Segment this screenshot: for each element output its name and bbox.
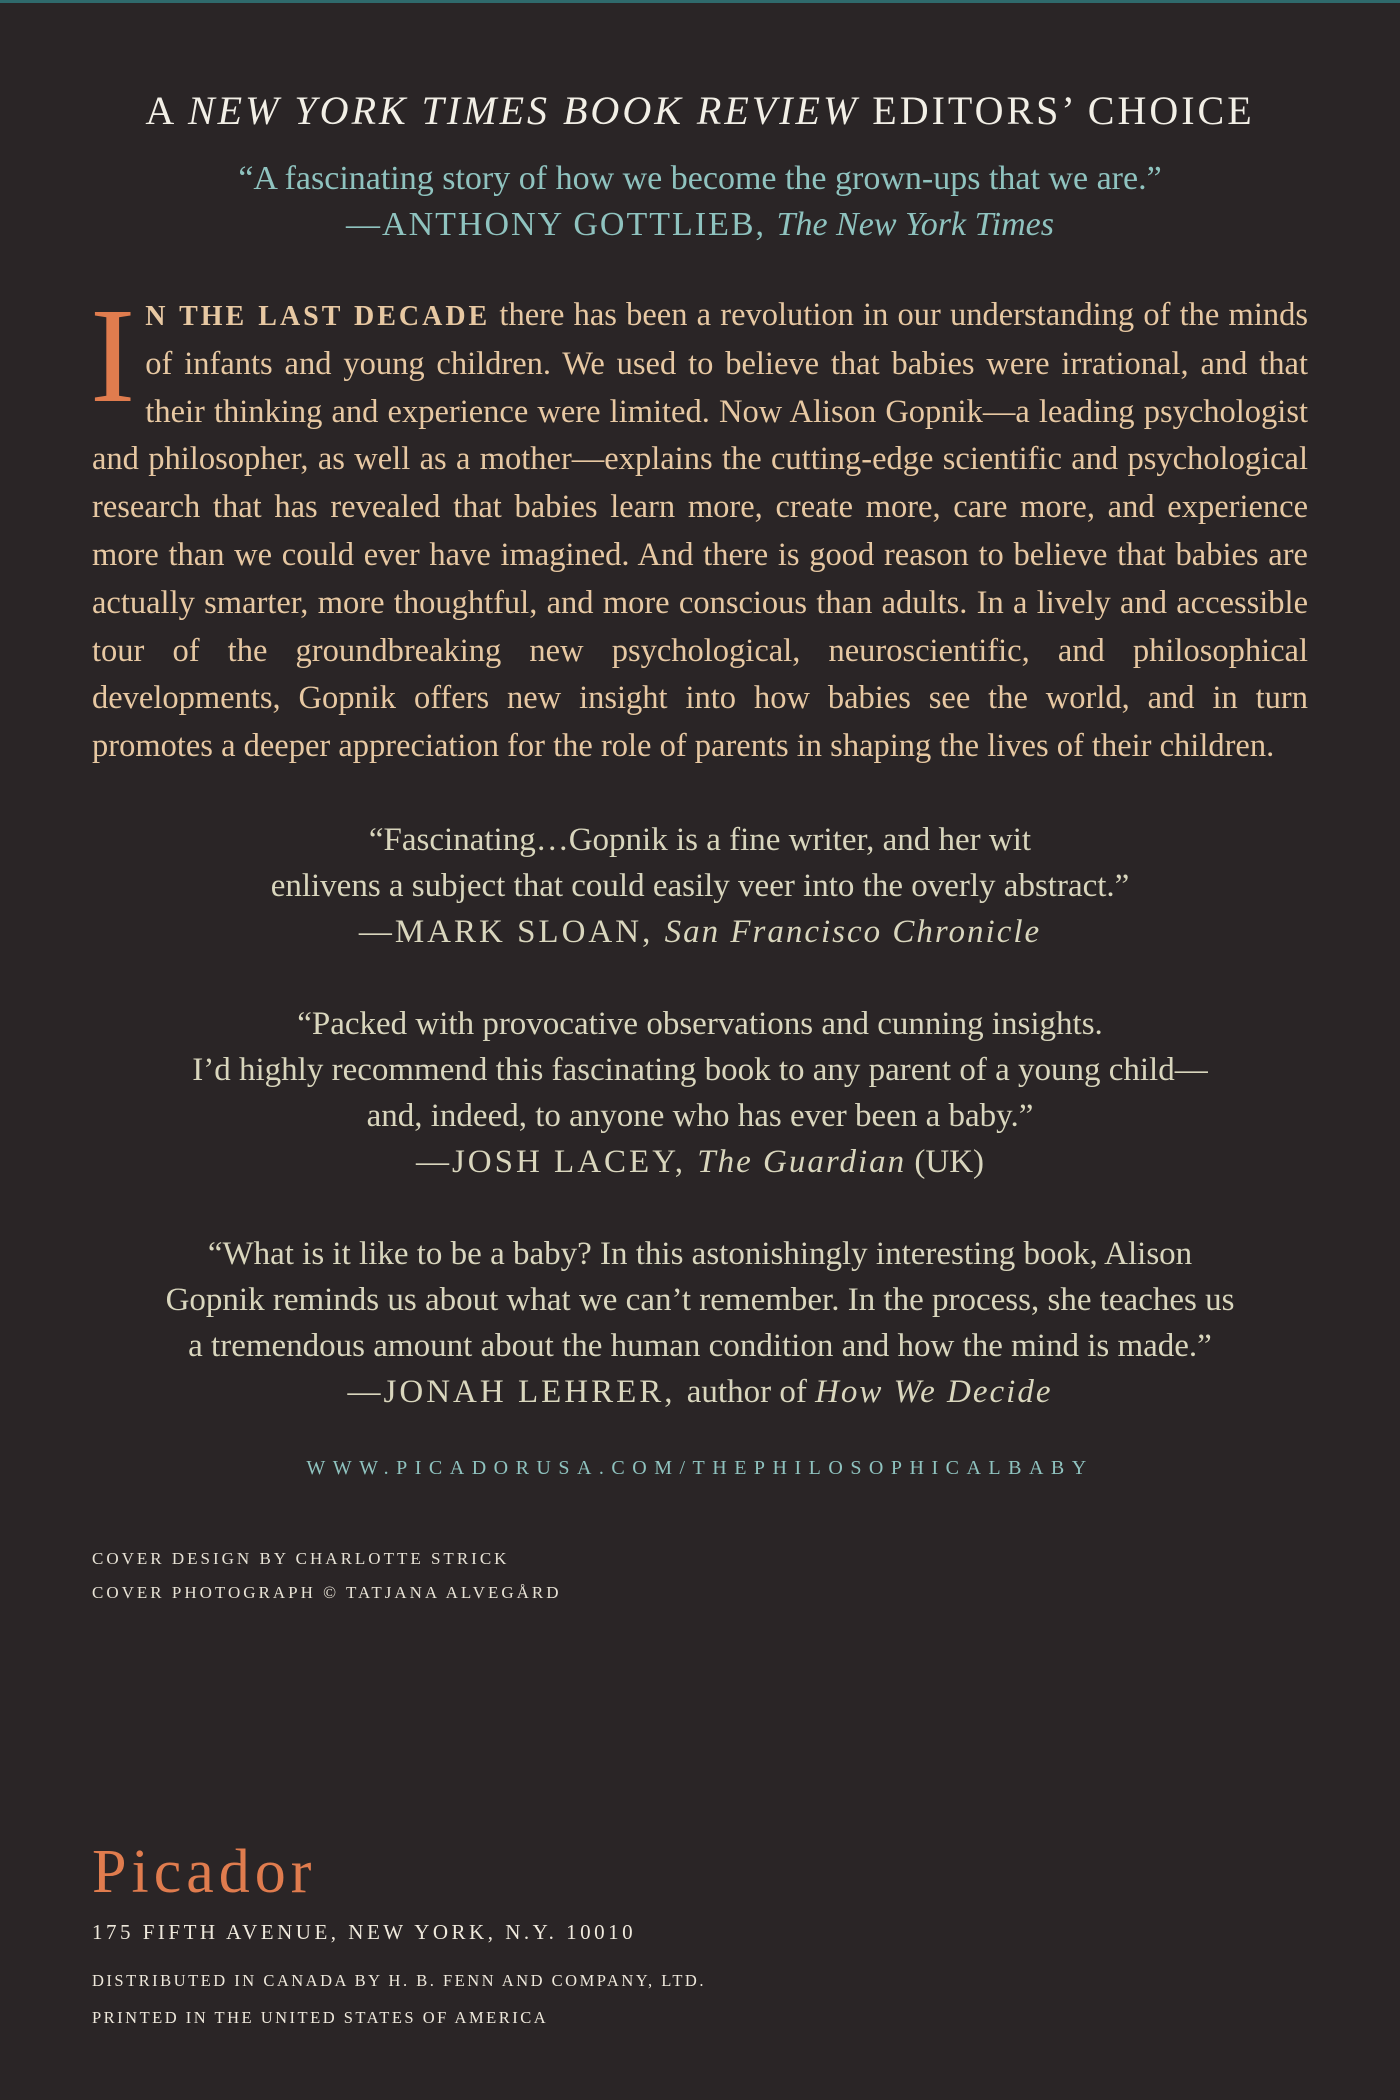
review-source: San Francisco Chronicle	[664, 913, 1042, 950]
banner-title: NEW YORK TIMES BOOK REVIEW	[188, 88, 860, 133]
review-line: “Fascinating…Gopnik is a fine writer, and her wit	[368, 821, 1032, 858]
review-source-prefix: author of	[686, 1373, 816, 1410]
review-line: Gopnik reminds us about what we can’t remember. In the process, she teaches us	[165, 1281, 1235, 1318]
review-attribution	[92, 1139, 1308, 1185]
review-line: a tremendous amount about the human condition and how the mind is made.”	[188, 1327, 1212, 1364]
review-quote	[92, 1001, 1308, 1185]
review-author: —MARK SLOAN,	[358, 913, 665, 950]
review-attribution	[92, 1369, 1308, 1415]
review-line: “Packed with provocative observations and cunning insights.	[297, 1005, 1103, 1042]
review-line: enlivens a subject that could easily veer into the overly abstract.”	[270, 867, 1130, 904]
editors-choice-banner	[92, 80, 1308, 142]
top-quote-author: —ANTHONY GOTTLIEB,	[346, 206, 777, 243]
publisher-address: 175 FIFTH AVENUE, NEW YORK, N.Y. 10010	[92, 1920, 637, 1944]
banner-prefix: A	[145, 88, 188, 133]
review-line: I’d highly recommend this fascinating book to any parent of a young child—	[192, 1051, 1208, 1088]
publisher-notes	[92, 1962, 706, 2036]
cover-design-credit: COVER DESIGN BY CHARLOTTE STRICK	[92, 1548, 510, 1568]
drop-cap: I	[90, 281, 136, 431]
printing-note: PRINTED IN THE UNITED STATES OF AMERICA	[92, 2008, 549, 2027]
website-url[interactable]: WWW.PICADORUSA.COM/THEPHILOSOPHICALBABY	[306, 1456, 1094, 1479]
review-attribution	[92, 909, 1308, 955]
back-cover	[92, 80, 1308, 1610]
review-line: and, indeed, to anyone who has ever been a baby.”	[366, 1097, 1034, 1134]
top-quote-text: “A fascinating story of how we become the grown-ups that we are.”	[238, 160, 1162, 197]
review-source: The Guardian	[697, 1143, 907, 1180]
publisher-logo: Picador	[92, 1838, 317, 1906]
book-description	[90, 281, 1308, 771]
review-quote	[92, 1231, 1308, 1415]
distribution-note: DISTRIBUTED IN CANADA BY H. B. FENN AND COMPANY, LTD.	[92, 1971, 706, 1990]
review-author: —JONAH LEHRER,	[347, 1373, 687, 1410]
top-rule	[0, 0, 1400, 3]
top-quote-source: The New York Times	[776, 206, 1054, 243]
review-line: “What is it like to be a baby? In this astonishingly interesting book, Alison	[207, 1235, 1193, 1272]
review-quote	[92, 817, 1308, 955]
review-source: How We Decide	[815, 1373, 1053, 1410]
top-quote-attribution	[92, 202, 1308, 248]
review-source-suffix: (UK)	[906, 1143, 985, 1180]
review-author: —JOSH LACEY,	[415, 1143, 698, 1180]
description-lead: N THE LAST DECADE	[145, 301, 491, 332]
cover-photo-credit: COVER PHOTOGRAPH © TATJANA ALVEGÅRD	[92, 1582, 562, 1602]
top-quote	[92, 156, 1308, 248]
description-body: there has been a revolution in our understanding of the minds of infants and young children. We used to believe that babies were irrational, and that their thinking and experience were limited. Now Alison Gopnik—a leading psychologist and philosopher, as well as a mother—explains the cutting-edge scientific and psychological research that has revealed that babies learn more, create more, care more, and experience more than we could ever have imagined. And there is good reason to believe that babies are actually smarter, more thoughtful, and more conscious than adults. In a lively and accessible tour of the groundbreaking new psychological, neuroscientific, and philosophical developments, Gopnik offers new insight into how babies see the world, and in turn promotes a deeper appreciation for the role of parents in shaping the lives of their children.	[92, 297, 1308, 765]
cover-credits	[92, 1542, 1308, 1610]
banner-suffix: EDITORS’ CHOICE	[859, 88, 1255, 133]
